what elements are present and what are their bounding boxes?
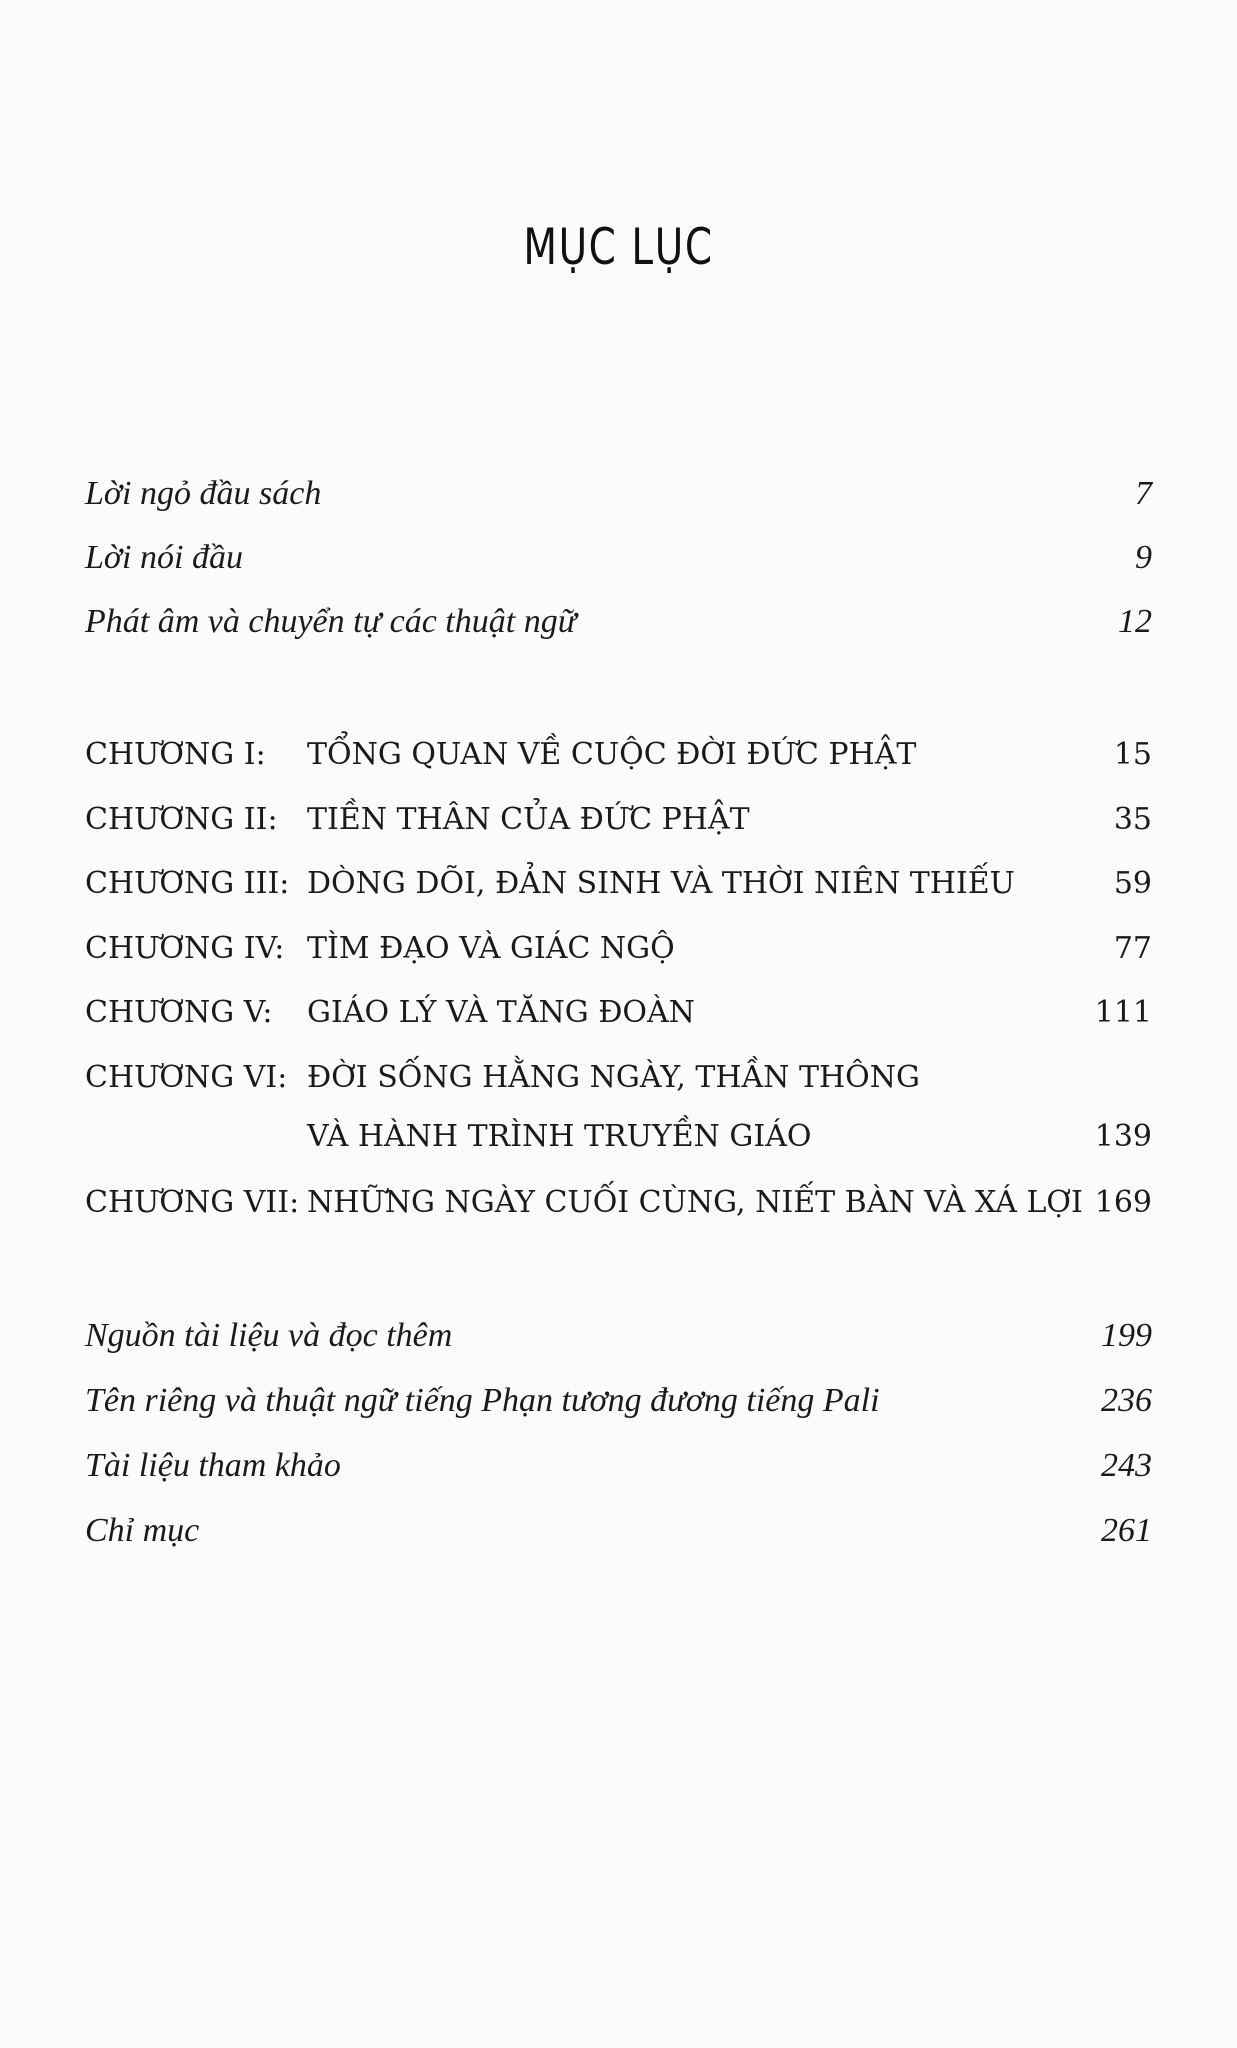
chapter-title: NHỮNG NGÀY CUỐI CÙNG, NIẾT BÀN VÀ XÁ LỢI xyxy=(307,1185,1083,1220)
toc-entry-page: 7 xyxy=(1135,475,1152,512)
chapter-number: CHƯƠNG III: xyxy=(85,866,290,901)
toc-entry-page: 261 xyxy=(1101,1512,1152,1549)
toc-entry-back xyxy=(85,1317,1152,1355)
toc-entry-label: Phát âm và chuyển tự các thuật ngữ xyxy=(85,603,577,640)
toc-entry-back xyxy=(85,1447,1152,1485)
toc-entry-label: Tài liệu tham khảo xyxy=(85,1447,341,1484)
chapter-page: 35 xyxy=(1113,802,1152,837)
toc-chapter xyxy=(85,1060,1152,1095)
chapter-page: 77 xyxy=(1113,931,1152,966)
toc-chapter xyxy=(85,1185,1152,1220)
chapter-number: CHƯƠNG V: xyxy=(85,995,273,1030)
toc-entry-page: 243 xyxy=(1101,1447,1152,1484)
chapter-title: ĐỜI SỐNG HẰNG NGÀY, THẦN THÔNG xyxy=(307,1060,920,1095)
page-title: MỤC LỤC xyxy=(523,218,714,276)
toc-entry-page: 236 xyxy=(1101,1382,1152,1419)
chapter-title-continuation: VÀ HÀNH TRÌNH TRUYỀN GIÁO xyxy=(307,1119,812,1154)
toc-entry-label: Lời ngỏ đầu sách xyxy=(85,475,322,512)
chapter-page: 15 xyxy=(1113,737,1152,772)
toc-chapter xyxy=(85,737,1152,772)
toc-chapter xyxy=(85,995,1152,1030)
toc-entry-page: 9 xyxy=(1135,539,1152,576)
toc-entry-front xyxy=(85,603,1152,641)
toc-entry-label: Lời nói đầu xyxy=(85,539,243,576)
chapter-title: TỔNG QUAN VỀ CUỘC ĐỜI ĐỨC PHẬT xyxy=(307,737,917,772)
toc-chapter-continuation xyxy=(307,1119,1152,1154)
chapter-number: CHƯƠNG I: xyxy=(85,737,266,772)
toc-entry-page: 199 xyxy=(1101,1317,1152,1354)
toc-entry-label: Chỉ mục xyxy=(85,1512,200,1549)
toc-entry-front xyxy=(85,539,1152,577)
toc-chapter xyxy=(85,866,1152,901)
chapter-page: 139 xyxy=(1094,1119,1152,1154)
chapter-number: CHƯƠNG II: xyxy=(85,802,278,837)
toc-entry-label: Tên riêng và thuật ngữ tiếng Phạn tương đương tiếng Pali xyxy=(85,1382,880,1419)
toc-entry-page: 12 xyxy=(1118,603,1152,640)
chapter-page: 111 xyxy=(1094,995,1152,1030)
toc-entry-label: Nguồn tài liệu và đọc thêm xyxy=(85,1317,453,1354)
chapter-number: CHƯƠNG IV: xyxy=(85,931,285,966)
toc-chapter xyxy=(85,802,1152,837)
chapter-number: CHƯƠNG VI: xyxy=(85,1060,288,1095)
toc-entry-back xyxy=(85,1512,1152,1550)
chapter-title: GIÁO LÝ VÀ TĂNG ĐOÀN xyxy=(307,995,695,1030)
chapter-title: DÒNG DÕI, ĐẢN SINH VÀ THỜI NIÊN THIẾU xyxy=(307,866,1015,901)
toc-chapter xyxy=(85,931,1152,966)
chapter-page: 169 xyxy=(1094,1185,1152,1220)
chapter-page: 59 xyxy=(1113,866,1152,901)
toc-entry-front xyxy=(85,475,1152,513)
chapter-title: TIỀN THÂN CỦA ĐỨC PHẬT xyxy=(307,802,750,837)
toc-entry-back xyxy=(85,1382,1152,1420)
chapter-number: CHƯƠNG VII: xyxy=(85,1185,300,1220)
chapter-title: TÌM ĐẠO VÀ GIÁC NGỘ xyxy=(307,931,675,966)
